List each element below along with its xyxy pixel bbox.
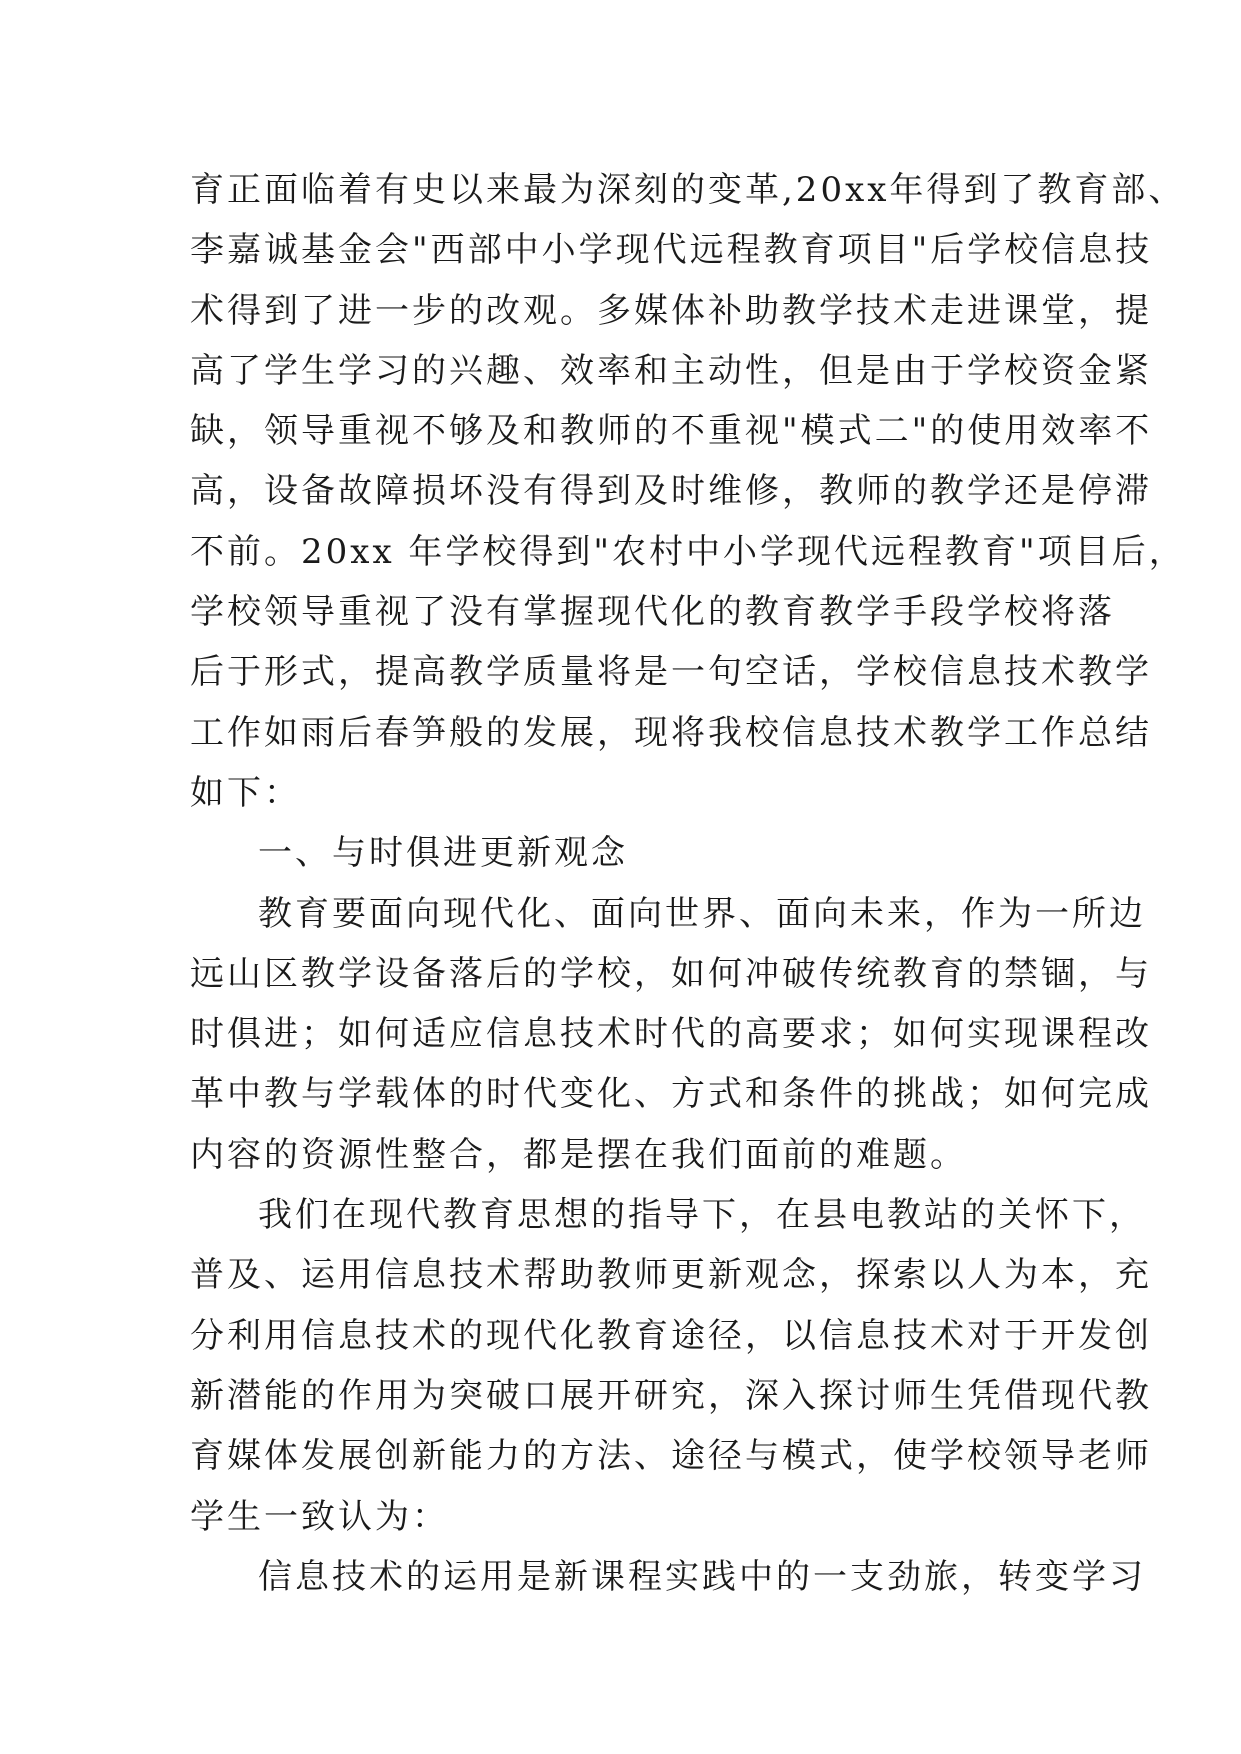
text-line: 高了学生学习的兴趣、效率和主动性，但是由于学校资金紧 xyxy=(190,350,1152,391)
text-line: 高，设备故障损坏没有得到及时维修，教师的教学还是停滞 xyxy=(190,471,1152,512)
text-line: 远山区教学设备落后的学校，如何冲破传统教育的禁锢，与 xyxy=(190,953,1152,994)
text-line: 李嘉诚基金会"西部中小学现代远程教育项目"后学校信息技 xyxy=(190,230,1153,271)
text-line: 后于形式，提高教学质量将是一句空话，学校信息技术教学 xyxy=(190,652,1152,693)
text-line: 工作如雨后春笋般的发展，现将我校信息技术教学工作总结 xyxy=(190,712,1152,753)
text-line: 普及、运用信息技术帮助教师更新观念，探索以人为本，充 xyxy=(190,1255,1152,1296)
text-line: 学生一致认为： xyxy=(190,1496,449,1537)
text-line: 我们在现代教育思想的指导下，在县电教站的关怀下， xyxy=(258,1195,1146,1236)
text-line: 信息技术的运用是新课程实践中的一支劲旅，转变学习 xyxy=(258,1556,1146,1597)
text-line: 一、与时俱进更新观念 xyxy=(258,833,628,874)
text-line: 如下： xyxy=(190,772,301,813)
text-line: 新潜能的作用为突破口展开研究，深入探讨师生凭借现代教 xyxy=(190,1375,1152,1416)
text-line: 内容的资源性整合，都是摆在我们面前的难题。 xyxy=(190,1134,967,1175)
text-line: 不前。20xx 年学校得到"农村中小学现代远程教育"项目后， xyxy=(190,531,1186,572)
text-line: 术得到了进一步的改观。多媒体补助教学技术走进课堂，提 xyxy=(190,290,1152,331)
text-line: 学校领导重视了没有掌握现代化的教育教学手段学校将落 xyxy=(190,592,1115,633)
text-line: 教育要面向现代化、面向世界、面向未来，作为一所边 xyxy=(258,893,1146,934)
text-line: 育媒体发展创新能力的方法、途径与模式，使学校领导老师 xyxy=(190,1436,1152,1477)
text-line: 分利用信息技术的现代化教育途径，以信息技术对于开发创 xyxy=(190,1315,1152,1356)
text-line: 时俱进；如何适应信息技术时代的高要求；如何实现课程改 xyxy=(190,1014,1152,1055)
body-text xyxy=(190,160,1186,1607)
text-line: 革中教与学载体的时代变化、方式和条件的挑战；如何完成 xyxy=(190,1074,1152,1115)
text-line: 缺，领导重视不够及和教师的不重视"模式二"的使用效率不 xyxy=(190,411,1153,452)
text-line: 育正面临着有史以来最为深刻的变革,20xx年得到了教育部、 xyxy=(190,170,1186,210)
